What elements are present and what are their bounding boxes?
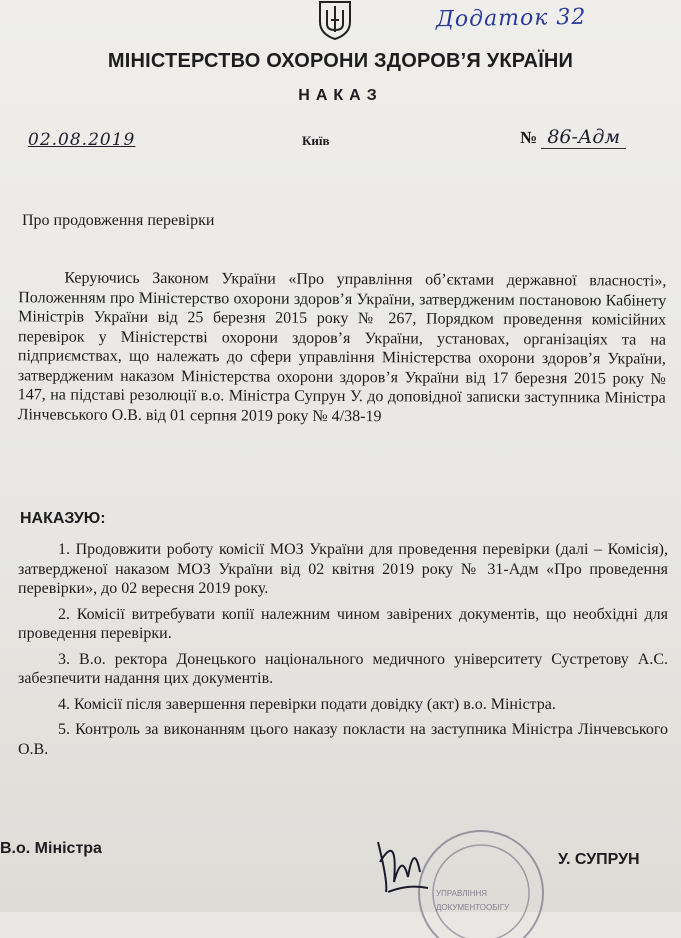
order-item: 2. Комісії витребувати копії належним чином завірених документів, що необхідні для проведення перевірки. (18, 605, 668, 642)
trident-emblem-icon (312, 0, 358, 40)
svg-text:ДОКУМЕНТООБІГУ: ДОКУМЕНТООБІГУ (436, 903, 510, 912)
signatory-name: У. СУПРУН (558, 851, 640, 868)
number-label: № (520, 128, 538, 147)
document-date: 02.08.2019 (28, 130, 136, 150)
order-heading: НАКАЗУЮ: (20, 510, 106, 527)
handwritten-annotation: Додаток 32 (435, 4, 587, 33)
order-item: 1. Продовжити роботу комісії МОЗ України для проведення перевірки (далі – Комісія), затвердженої наказом МОЗ України від 02 квітня 2019 року № 31-Адм «Про проведення перевірки», до 02 вересня 2019 року. (18, 541, 668, 597)
order-items-list (18, 540, 668, 765)
number-value: 86-Адм (541, 126, 626, 149)
preamble-paragraph: Керуючись Законом України «Про управління об’єктами державної власності», Положенням про Міністерство охорони здоров’я України, затвердженим постановою Кабінету Міністрів України від 25 березня 2015 року № 267, Порядком проведення комісійних перевірок у Міністерстві охорони здоров’я України, установах, організаціях та на підприємствах, що належать до сфери управління Міністерства охорони здоров’я України, затвердженим наказом Міністерства охорони здоров’я України від 17 березня 2015 року № 147, на підставі резолюції в.о. Міністра Супрун У. до доповідної записки заступника Міністра Лінчевського О.В. від 01 серпня 2019 року № 4/38-19 (17, 269, 667, 425)
document-city: Київ (302, 133, 330, 148)
document-type: НАКАЗ (298, 87, 383, 104)
ministry-title: МІНІСТЕРСТВО ОХОРОНИ ЗДОРОВ’Я УКРАЇНИ (107, 50, 574, 72)
document-number (520, 126, 626, 148)
order-item: 4. Комісії після завершення перевірки подати довідку (акт) в.о. Міністра. (58, 695, 556, 713)
document-subject: Про продовження перевірки (22, 212, 215, 229)
handwritten-signature (368, 822, 438, 902)
order-item: 5. Контроль за виконанням цього наказу покласти на заступника Міністра Лінчевського О.В. (18, 721, 668, 758)
svg-text:УПРАВЛІННЯ: УПРАВЛІННЯ (436, 889, 488, 898)
signatory-position: В.о. Міністра (0, 840, 102, 857)
order-item: 3. В.о. ректора Донецького національного медичного університету Сустретову А.С. забезпечити надання цих документів. (18, 650, 668, 687)
